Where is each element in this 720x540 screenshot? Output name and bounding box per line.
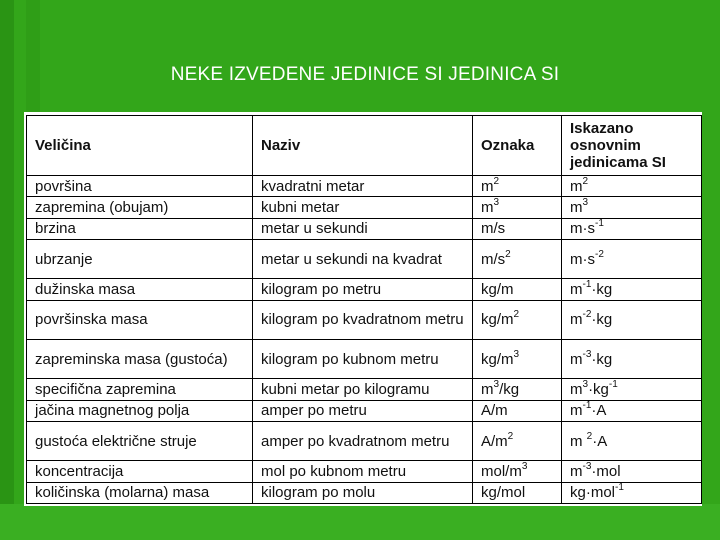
cell-iskazano: m $^2$·A [562,421,702,460]
header-oznaka: Oznaka [473,116,562,176]
cell-iskazano: $m^{-3}\cdot kg$ [562,339,702,378]
cell-velicina: koncentracija [27,461,253,482]
cell-velicina: specifična zapremina [27,379,253,400]
table-row [27,218,702,239]
table-row [27,482,702,503]
cell-velicina: zapreminska masa (gustoća) [27,339,253,378]
header-velicina: Veličina [27,116,253,176]
cell-iskazano: $m^{-1}\cdot kg$ [562,279,702,300]
cell-naziv: kilogram po molu [253,482,473,503]
cell-iskazano: $m^{-3}\cdot mol$ [562,461,702,482]
cell-velicina: gustoća električne struje [27,421,253,460]
cell-naziv: kilogram po metru [253,279,473,300]
cell-iskazano: $m^3\cdot kg^{-1}$ [562,379,702,400]
cell-oznaka: m/s [473,218,562,239]
table-row [27,176,702,197]
cell-oznaka: $m^3/kg$ [473,379,562,400]
cell-naziv: mol po kubnom metru [253,461,473,482]
header-iskazano: Iskazano osnovnim jedinicama SI [562,116,702,176]
cell-iskazano: $m^2$ [562,176,702,197]
cell-oznaka: $m^2$ [473,176,562,197]
cell-oznaka: kg/m [473,279,562,300]
cell-oznaka: kg/mol [473,482,562,503]
cell-velicina: zapremina (obujam) [27,197,253,218]
cell-oznaka: A/m [473,400,562,421]
table-row [27,239,702,278]
cell-naziv: kubni metar po kilogramu [253,379,473,400]
cell-iskazano: $m^{-2}\cdot kg$ [562,300,702,339]
cell-iskazano: kg·mol$^{-1}$ [562,482,702,503]
cell-velicina: količinska (molarna) masa [27,482,253,503]
cell-velicina: jačina magnetnog polja [27,400,253,421]
cell-iskazano: $m\cdot s^{-1}$ [562,218,702,239]
cell-naziv: kilogram po kubnom metru [253,339,473,378]
cell-iskazano: $m^{-1}\cdot A$ [562,400,702,421]
cell-oznaka: $A/m^2$ [473,421,562,460]
si-units-table [26,115,702,504]
cell-iskazano: $m\cdot s^{-2}$ [562,239,702,278]
table-row [27,379,702,400]
table-row [27,421,702,460]
cell-oznaka: $kg/m^3$ [473,339,562,378]
cell-velicina: površinska masa [27,300,253,339]
table-row [27,400,702,421]
background-bottom-band [0,504,720,540]
table-row [27,197,702,218]
table-panel [24,112,702,506]
header-naziv: Naziv [253,116,473,176]
cell-oznaka: $m^3$ [473,197,562,218]
cell-velicina: ubrzanje [27,239,253,278]
table-row [27,300,702,339]
cell-oznaka: mol/$m^3$ [473,461,562,482]
cell-naziv: amper po kvadratnom metru [253,421,473,460]
cell-velicina: brzina [27,218,253,239]
table-row [27,339,702,378]
cell-naziv: kubni metar [253,197,473,218]
slide-title: NEKE IZVEDENE JEDINICE SI JEDINICA SI [170,64,560,85]
table-row [27,279,702,300]
table-header-row [27,116,702,176]
cell-naziv: amper po metru [253,400,473,421]
cell-naziv: metar u sekundi na kvadrat [253,239,473,278]
cell-oznaka: $m/s^2$ [473,239,562,278]
cell-velicina: površina [27,176,253,197]
cell-iskazano: $m^3$ [562,197,702,218]
cell-velicina: dužinska masa [27,279,253,300]
cell-oznaka: $kg/m^2$ [473,300,562,339]
cell-naziv: kvadratni metar [253,176,473,197]
cell-naziv: kilogram po kvadratnom metru [253,300,473,339]
table-row [27,461,702,482]
cell-naziv: metar u sekundi [253,218,473,239]
